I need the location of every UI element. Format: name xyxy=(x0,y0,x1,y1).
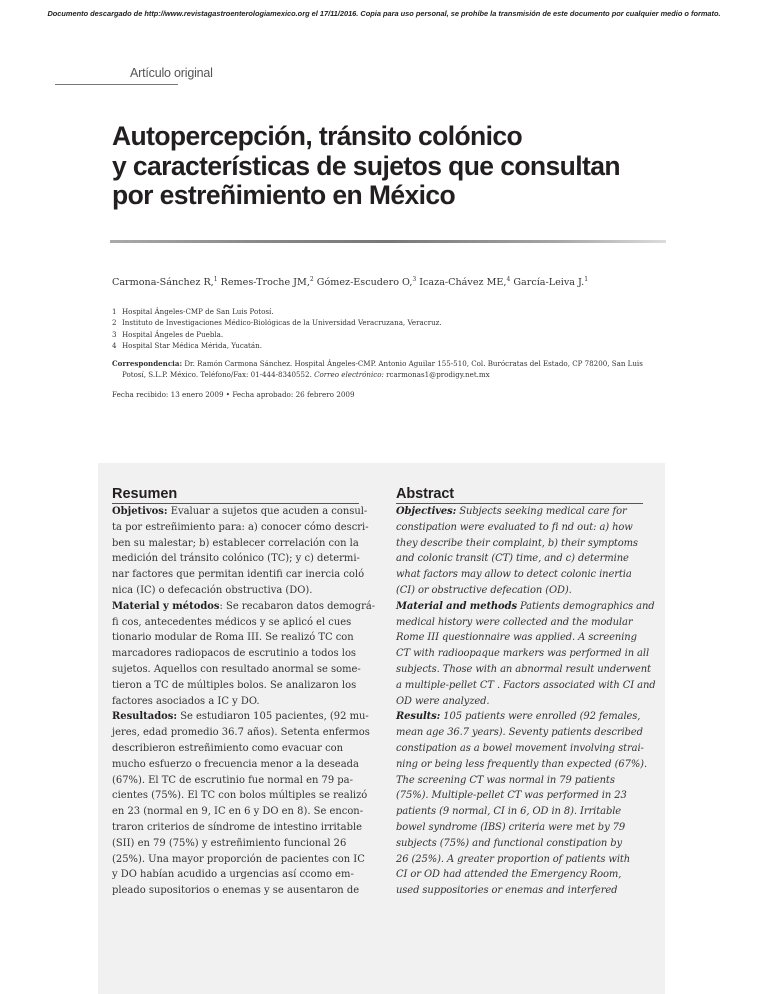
title-line: Autopercepción, tránsito colónico xyxy=(112,121,523,151)
author-affiliation-mark: 1 xyxy=(584,276,589,283)
text-line xyxy=(396,583,643,599)
text-line xyxy=(112,883,359,899)
text-line xyxy=(396,599,655,615)
author: Remes-Troche JM, xyxy=(220,277,310,289)
text-line xyxy=(112,836,359,852)
section-label: Artículo original xyxy=(130,66,213,80)
text-run: (CI) or obstructive defecation (OD). xyxy=(396,584,572,596)
text-run: ning or being less frequently than expected (67%). xyxy=(396,758,648,770)
text-line xyxy=(396,504,643,520)
email-address[interactable]: rcarmonas1@prodigy.net.mx xyxy=(383,370,490,380)
text-run: describieron estreñimiento como evacuar con xyxy=(112,742,344,754)
text-run: mucho esfuerzo o frecuencia menor a la deseada xyxy=(112,758,359,770)
text-line xyxy=(112,694,359,710)
title-line: por estreñimiento en México xyxy=(112,180,456,210)
text-line xyxy=(112,504,368,520)
author: Gómez-Escudero O, xyxy=(316,277,413,289)
affiliation-number: 3 xyxy=(112,329,117,339)
text-line xyxy=(112,662,359,678)
text-line xyxy=(396,867,643,883)
text-run: tieron a TC de múltiples bolos. Se analizaron los xyxy=(112,679,357,691)
received-approved-dates: Fecha recibido: 13 enero 2009 • Fecha aprobado: 26 febrero 2009 xyxy=(112,390,355,399)
text-run: a multiple-pellet CT . Factors associated with CI and xyxy=(396,679,656,691)
text-run: constipation as a bowel movement involving strai- xyxy=(396,742,644,754)
author-affiliation-mark: 1 xyxy=(213,276,218,283)
run-heading: Results: xyxy=(396,711,441,723)
section-rule xyxy=(55,84,178,85)
affiliation-number: 2 xyxy=(112,318,117,328)
text-run: nar factores que permitan identifi car inercia coló xyxy=(112,569,365,581)
correspondence-contact xyxy=(112,369,662,380)
text-run: nica (IC) o defecación obstructiva (DO). xyxy=(112,584,313,596)
text-run: sujetos. Aquellos con resultado anormal se some- xyxy=(112,663,361,675)
correspondence-label: Correspondencia: xyxy=(112,359,183,368)
text-run: en 23 (normal en 9, IC en 6 y DO en 8). Se encon- xyxy=(112,806,364,818)
text-run: medición del tránsito colónico (TC); y c) determi- xyxy=(112,553,360,565)
text-run: OD were analyzed. xyxy=(396,695,490,707)
run-heading: Resultados: xyxy=(112,711,178,723)
author-affiliation-mark: 4 xyxy=(506,276,511,283)
text-line xyxy=(112,630,359,646)
text-line xyxy=(112,804,364,820)
text-run: (67%). El TC de escrutinio fue normal en 79 pa- xyxy=(112,774,353,786)
text-run: Patients demographics and xyxy=(516,600,655,612)
author: Carmona-Sánchez R, xyxy=(112,277,214,289)
text-line xyxy=(112,583,359,599)
text-line xyxy=(112,536,359,552)
run-heading: Objetivos: xyxy=(112,506,168,517)
text-run: : Se recabaron datos demográ- xyxy=(219,600,376,612)
text-line xyxy=(396,662,651,678)
text-line xyxy=(112,820,362,836)
resumen-column xyxy=(112,486,376,899)
author-affiliation-mark: 3 xyxy=(412,276,417,283)
resumen-body xyxy=(112,504,376,899)
text-line xyxy=(396,551,643,567)
text-line xyxy=(112,741,359,757)
text-run: (SII) en 79 (75%) y estreñimiento funcional 26 xyxy=(112,837,347,849)
correspondence-address: Dr. Ramón Carmona Sánchez. Hospital Ángeles-CMP. Antonio Aguilar 155-510, Col. Burócratas del Estado, CP 78200, San Luis xyxy=(182,359,643,368)
text-line xyxy=(396,630,643,646)
text-line xyxy=(396,536,643,552)
text-line xyxy=(112,615,359,631)
text-run: patients (9 normal, CI in 6, OD in 8). Irritable xyxy=(396,806,622,818)
text-run: Se estudiaron 105 pacientes, (92 mu- xyxy=(177,711,369,723)
text-run: subjects. Those with an abnormal result underwent xyxy=(396,663,651,675)
correspondence xyxy=(112,358,662,380)
title-rule xyxy=(110,240,666,243)
title-line: y características de sujetos que consultan xyxy=(112,150,620,181)
correspondence-phone: Potosí, S.L.P. México. Teléfono/Fax: 01-444-8340552. xyxy=(122,370,315,380)
text-run: subjects (75%) and functional constipation by xyxy=(396,837,623,849)
run-heading: Objectives: xyxy=(396,506,457,517)
affiliation-text: Hospital Star Médica Mérida, Yucatán. xyxy=(122,340,262,350)
text-run: ben su malestar; b) establecer correlación con la xyxy=(112,537,359,549)
affiliation-text: Hospital Ángeles-CMP de San Luis Potosí. xyxy=(122,307,274,316)
text-line xyxy=(112,646,359,662)
text-line xyxy=(396,836,643,852)
affiliations xyxy=(112,306,442,351)
text-run: y DO habían acudido a urgencias así ccomo em- xyxy=(112,869,354,881)
text-line xyxy=(112,520,369,536)
text-run: cientes (75%). El TC con bolos múltiples se realizó xyxy=(112,790,368,802)
text-run: pleado supositorios o enemas y se ausentaron de xyxy=(112,885,360,897)
text-run: medical history were collected and the modular xyxy=(396,616,633,628)
text-line xyxy=(396,615,643,631)
text-run: Subjects seeking medical care for xyxy=(456,506,627,517)
article-title xyxy=(112,122,672,211)
text-line xyxy=(396,883,643,899)
affiliation-number: 4 xyxy=(112,340,117,350)
author: García-Leiva J. xyxy=(513,277,585,289)
abstract-body xyxy=(396,504,656,899)
text-run: CT with radioopaque markers was performed in all xyxy=(396,648,650,660)
text-line xyxy=(112,773,359,789)
affiliation-item xyxy=(112,317,442,328)
text-run: marcadores radiopacos de escrutinio a todos los xyxy=(112,648,357,660)
text-line xyxy=(112,709,369,725)
resumen-heading: Resumen xyxy=(112,486,359,504)
text-run: and colonic transit (CT) time, and c) determine xyxy=(396,553,629,565)
text-run: factores asociados a IC y DO. xyxy=(112,695,260,707)
text-line xyxy=(396,773,643,789)
affiliation-text: Instituto de Investigaciones Médico-Biológicas de la Universidad Veracruzana, Veracruz. xyxy=(122,318,442,328)
text-line xyxy=(396,820,643,836)
text-line xyxy=(396,709,643,725)
text-line xyxy=(112,788,368,804)
text-line xyxy=(396,678,656,694)
text-run: 26 (25%). A greater proportion of patients with xyxy=(396,853,631,865)
affiliation-text: Hospital Ángeles de Puebla. xyxy=(122,329,224,339)
text-run: tionario modular de Roma III. Se realizó TC con xyxy=(112,632,354,644)
text-line xyxy=(396,757,648,773)
author-affiliation-mark: 2 xyxy=(309,276,314,283)
text-run: traron criterios de síndrome de intestino irritable xyxy=(112,821,362,833)
text-line xyxy=(112,567,365,583)
text-line xyxy=(396,694,643,710)
text-run: bowel syndrome (IBS) criteria were met by 79 xyxy=(396,821,626,833)
text-line xyxy=(396,852,643,868)
download-notice: Documento descargado de http://www.revistagastroenterologiamexico.org el 17/11/2016. Copia para uso personal, se prohíbe la transmisión de este documento por cualquier medio o formato. xyxy=(47,9,721,18)
author-list xyxy=(112,276,588,288)
text-line xyxy=(112,852,365,868)
run-heading: Material y métodos xyxy=(112,600,220,612)
author: Icaza-Chávez ME, xyxy=(419,277,507,289)
text-line xyxy=(112,725,370,741)
text-run: mean age 36.7 years). Seventy patients described xyxy=(396,727,643,739)
text-line xyxy=(112,551,359,567)
text-run: fi cos, antecedentes médicos y se aplicó el cues xyxy=(112,616,352,628)
text-run: Rome III questionnaire was applied. A screening xyxy=(396,632,637,644)
affiliation-item xyxy=(112,340,442,351)
text-line xyxy=(396,646,650,662)
text-run: used suppositories or enemas and interfered xyxy=(396,885,618,897)
text-run: jeres, edad promedio 36.7 años). Setenta enfermos xyxy=(112,727,370,739)
affiliation-number: 1 xyxy=(112,307,117,316)
text-run: (25%). Una mayor proporción de pacientes con IC xyxy=(112,853,365,865)
text-run: Evaluar a sujetos que acuden a consul- xyxy=(167,506,368,517)
affiliation-item xyxy=(112,329,442,340)
text-line xyxy=(396,567,643,583)
text-line xyxy=(396,725,643,741)
text-line xyxy=(396,788,643,804)
affiliation-item xyxy=(112,306,442,317)
text-line xyxy=(112,599,376,615)
text-run: 105 patients were enrolled (92 females, xyxy=(440,711,641,723)
text-line xyxy=(396,741,643,757)
text-line xyxy=(396,804,643,820)
text-run: what factors may allow to detect colonic inertia xyxy=(396,569,632,581)
text-line xyxy=(112,757,359,773)
run-heading: Material and methods xyxy=(396,600,517,612)
text-line xyxy=(112,678,359,694)
text-line xyxy=(112,867,359,883)
text-run: constipation were evaluated to fi nd out: a) how xyxy=(396,521,633,533)
text-run: (75%). Multiple-pellet CT was performed in 23 xyxy=(396,790,627,802)
email-label: Correo electrónico: xyxy=(314,370,384,380)
text-line xyxy=(396,520,643,536)
text-run: ta por estreñimiento para: a) conocer cómo descri- xyxy=(112,521,369,533)
abstract-column xyxy=(396,486,656,899)
text-run: The screening CT was normal in 79 patients xyxy=(396,774,615,786)
text-run: CI or OD had attended the Emergency Room, xyxy=(396,869,622,881)
text-run: they describe their complaint, b) their symptoms xyxy=(396,537,638,549)
abstract-heading: Abstract xyxy=(396,486,643,504)
